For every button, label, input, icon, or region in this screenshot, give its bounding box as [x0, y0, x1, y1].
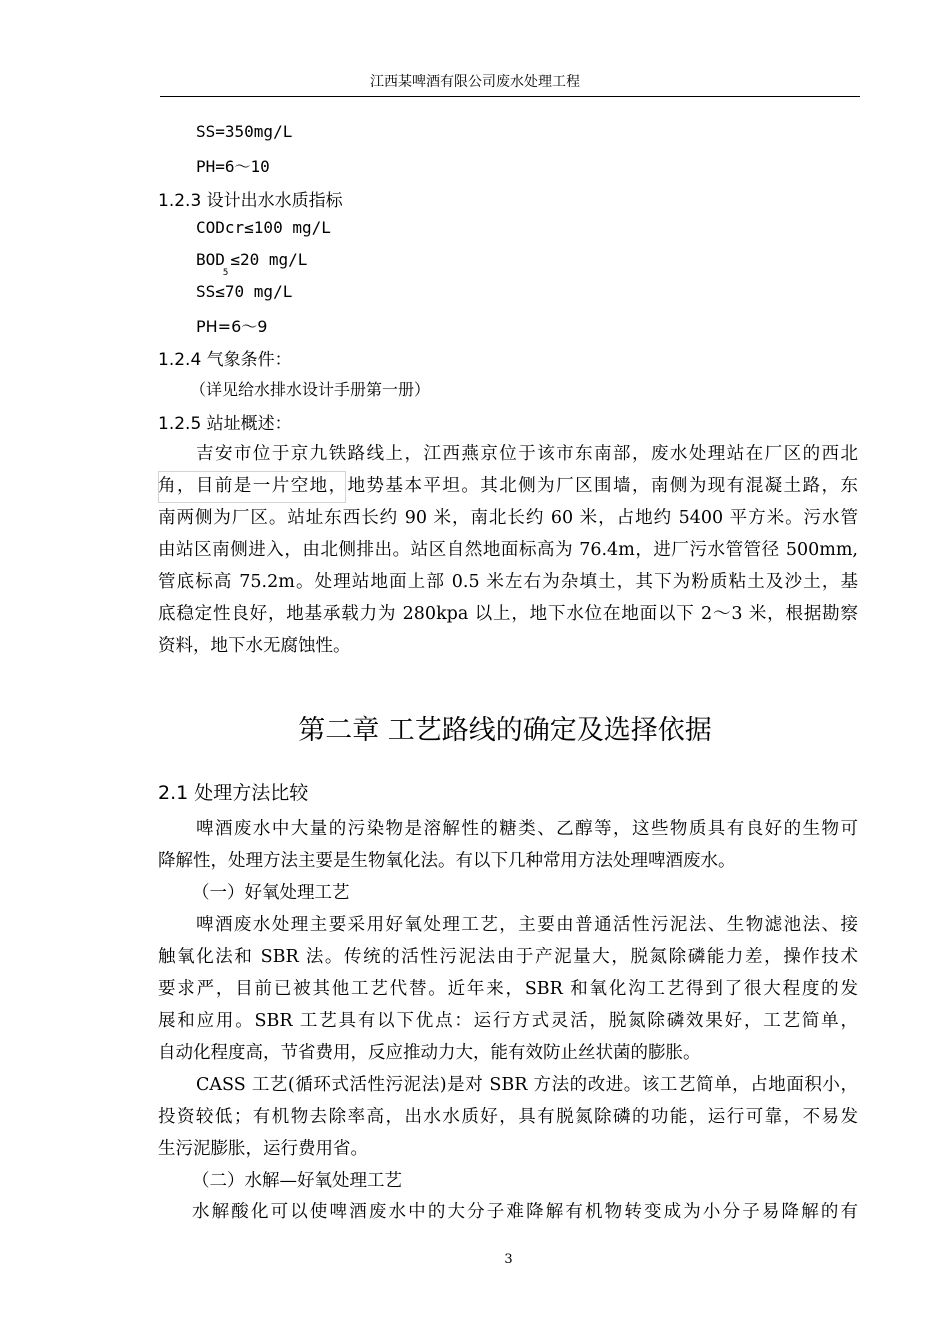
header-rule [160, 96, 860, 97]
cass-para-line: CASS 工艺(循环式活性污泥法)是对 SBR 方法的改进。该工艺简单，占地面积小， [196, 1075, 858, 1095]
chapter-title: 第二章 工艺路线的确定及选择依据 [298, 715, 712, 746]
influent-ph: PH=6～10 [196, 157, 270, 176]
site-para-line: 底稳定性良好，地基承载力为 280kpa 以上，地下水位在地面以下 2～3 米，根据勘察 [158, 604, 858, 624]
effluent-ph: PH=6～9 [196, 317, 268, 336]
bod-subscript: 5 [222, 268, 229, 278]
aerobic-para-line: 展和应用。SBR 工艺具有以下优点：运行方式灵活，脱氮除磷效果好，工艺简单， [158, 1011, 858, 1031]
intro-line: 啤酒废水中大量的污染物是溶解性的糖类、乙醇等，这些物质具有良好的生物可 [196, 819, 858, 839]
intro-line: 降解性，处理方法主要是生物氧化法。有以下几种常用方法处理啤酒废水。 [158, 851, 736, 871]
site-para-line: 管底标高 75.2m。处理站地面上部 0.5 米左右为杂填土，其下为粉质粘土及沙土，基 [158, 572, 858, 592]
page-header: 江西某啤酒有限公司废水处理工程 [370, 74, 580, 90]
page-number: 3 [504, 1252, 513, 1267]
site-para-line: 南两侧为厂区。站址东西长约 90 米，南北长约 60 米，占地约 5400 平方米。污水管 [158, 508, 858, 528]
heading-1-2-3: 1.2.3 设计出水水质指标 [158, 191, 343, 211]
site-para-line: 吉安市位于京九铁路线上，江西燕京位于该市东南部，废水处理站在厂区的西北 [196, 444, 858, 464]
heading-2-1: 2.1 处理方法比较 [158, 782, 309, 804]
aerobic-para-line: 自动化程度高，节省费用，反应推动力大，能有效防止丝状菌的膨胀。 [158, 1043, 701, 1063]
item-hydrolysis: （二）水解—好氧处理工艺 [192, 1171, 402, 1191]
hydrolysis-para-line: 水解酸化可以使啤酒废水中的大分子难降解有机物转变成为小分子易降解的有 [192, 1202, 858, 1222]
effluent-cod: CODcr≤100 mg/L [196, 218, 331, 237]
aerobic-para-line: 啤酒废水处理主要采用好氧处理工艺，主要由普通活性污泥法、生物滤池法、接 [196, 915, 858, 935]
cass-para-line: 生污泥膨胀，运行费用省。 [158, 1139, 368, 1159]
site-para-line: 角，目前是一片空地，地势基本平坦。其北侧为厂区围墙，南侧为现有混凝土路，东 [158, 476, 858, 496]
aerobic-para-line: 触氧化法和 SBR 法。传统的活性污泥法由于产泥量大，脱氮除磷能力差，操作技术 [158, 947, 858, 967]
bod-label: BOD [196, 250, 225, 269]
influent-ss: SS=350mg/L [196, 122, 293, 141]
cass-para-line: 投资较低；有机物去除率高，出水水质好，具有脱氮除磷的功能，运行可靠，不易发 [158, 1107, 858, 1127]
heading-1-2-5: 1.2.5 站址概述： [158, 414, 292, 434]
weather-note: （详见给水排水设计手册第一册） [190, 380, 431, 399]
heading-1-2-4: 1.2.4 气象条件： [158, 350, 292, 370]
item-aerobic: （一）好氧处理工艺 [192, 883, 350, 903]
bod-value: ≤20 mg/L [230, 250, 308, 269]
site-para-line: 资料，地下水无腐蚀性。 [158, 636, 351, 656]
effluent-ss: SS≤70 mg/L [196, 282, 293, 301]
effluent-bod [196, 250, 308, 278]
site-para-line: 由站区南侧进入，由北侧排出。站区自然地面标高为 76.4m，进厂污水管管径 500mm, [158, 540, 858, 560]
aerobic-para-line: 要求严，目前已被其他工艺代替。近年来，SBR 和氧化沟工艺得到了很大程度的发 [158, 979, 858, 999]
